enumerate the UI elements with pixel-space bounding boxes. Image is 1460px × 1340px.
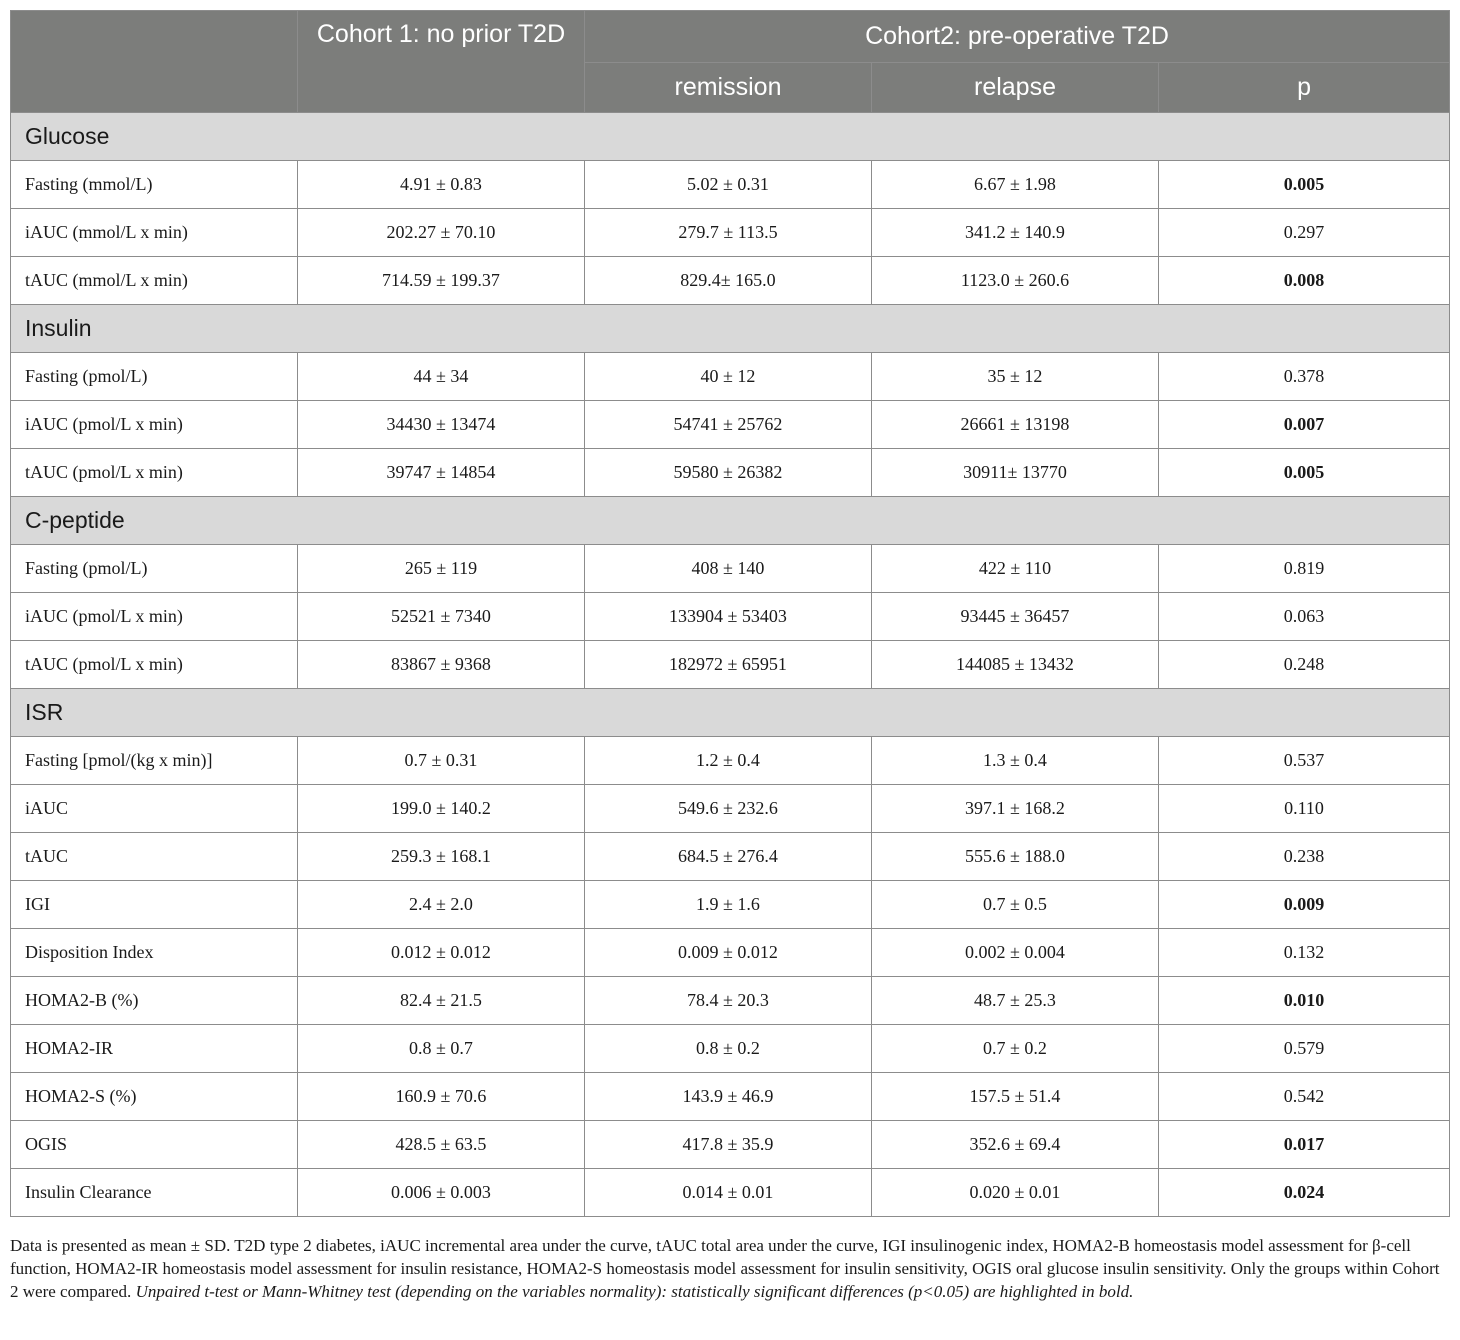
table-footnote	[10, 1234, 1450, 1303]
header-relapse: relapse	[872, 63, 1159, 113]
remission-value: 1.9 ± 1.6	[585, 881, 872, 929]
p-value: 0.063	[1159, 593, 1450, 641]
relapse-value: 30911± 13770	[872, 449, 1159, 497]
relapse-value: 422 ± 110	[872, 545, 1159, 593]
row-label: Fasting (pmol/L)	[11, 353, 298, 401]
relapse-value: 6.67 ± 1.98	[872, 161, 1159, 209]
section-row	[11, 497, 1450, 545]
remission-value: 279.7 ± 113.5	[585, 209, 872, 257]
relapse-value: 1.3 ± 0.4	[872, 737, 1159, 785]
row-label: HOMA2-IR	[11, 1025, 298, 1073]
remission-value: 829.4± 165.0	[585, 257, 872, 305]
p-value: 0.010	[1159, 977, 1450, 1025]
remission-value: 143.9 ± 46.9	[585, 1073, 872, 1121]
table-row	[11, 1169, 1450, 1217]
table-row	[11, 593, 1450, 641]
table-row	[11, 833, 1450, 881]
relapse-value: 0.7 ± 0.5	[872, 881, 1159, 929]
row-label: iAUC (pmol/L x min)	[11, 593, 298, 641]
row-label: Fasting (pmol/L)	[11, 545, 298, 593]
table-row	[11, 257, 1450, 305]
header-remission: remission	[585, 63, 872, 113]
p-value: 0.579	[1159, 1025, 1450, 1073]
header-p: p	[1159, 63, 1450, 113]
p-value: 0.005	[1159, 161, 1450, 209]
row-label: tAUC	[11, 833, 298, 881]
row-label: HOMA2-B (%)	[11, 977, 298, 1025]
p-value: 0.132	[1159, 929, 1450, 977]
remission-value: 0.009 ± 0.012	[585, 929, 872, 977]
remission-value: 0.8 ± 0.2	[585, 1025, 872, 1073]
cohort1-value: 52521 ± 7340	[298, 593, 585, 641]
p-value: 0.024	[1159, 1169, 1450, 1217]
p-value: 0.238	[1159, 833, 1450, 881]
p-value: 0.542	[1159, 1073, 1450, 1121]
row-label: tAUC (pmol/L x min)	[11, 449, 298, 497]
section-row	[11, 689, 1450, 737]
table-row	[11, 737, 1450, 785]
table-row	[11, 641, 1450, 689]
row-label: iAUC (pmol/L x min)	[11, 401, 298, 449]
table-row	[11, 545, 1450, 593]
remission-value: 684.5 ± 276.4	[585, 833, 872, 881]
footnote-italic-text: Unpaired t-test or Mann-Whitney test (depending on the variables normality): statistically significant differences (p<0.05) are highlighted in bold.	[135, 1282, 1134, 1301]
cohort1-value: 34430 ± 13474	[298, 401, 585, 449]
table-body	[11, 113, 1450, 1217]
relapse-value: 157.5 ± 51.4	[872, 1073, 1159, 1121]
cohort1-value: 0.7 ± 0.31	[298, 737, 585, 785]
table-row	[11, 785, 1450, 833]
cohort1-value: 0.006 ± 0.003	[298, 1169, 585, 1217]
section-row	[11, 113, 1450, 161]
row-label: IGI	[11, 881, 298, 929]
row-label: tAUC (mmol/L x min)	[11, 257, 298, 305]
cohort1-value: 259.3 ± 168.1	[298, 833, 585, 881]
header-cohort2: Cohort2: pre-operative T2D	[585, 11, 1450, 63]
relapse-value: 48.7 ± 25.3	[872, 977, 1159, 1025]
row-label: Fasting (mmol/L)	[11, 161, 298, 209]
table-row	[11, 1025, 1450, 1073]
results-table	[10, 10, 1450, 1217]
table-row	[11, 161, 1450, 209]
cohort1-value: 265 ± 119	[298, 545, 585, 593]
p-value: 0.009	[1159, 881, 1450, 929]
remission-value: 549.6 ± 232.6	[585, 785, 872, 833]
relapse-value: 397.1 ± 168.2	[872, 785, 1159, 833]
p-value: 0.017	[1159, 1121, 1450, 1169]
remission-value: 5.02 ± 0.31	[585, 161, 872, 209]
footnote-text: Data is presented as mean ± SD. T2D type 2 diabetes, iAUC incremental area under the curve, tAUC total area under the curve, IGI insulinogenic index, HOMA2-B homeostasis model assessment for β-cell function, HOMA2-IR homeostasis model assessment for insulin resistance, HOMA2-S homeostasis model assessment for insulin sensitivity, OGIS oral glucose insulin sensitivity. Only the groups within Cohort 2 were compared.	[10, 1236, 1440, 1301]
remission-value: 182972 ± 65951	[585, 641, 872, 689]
section-title: Glucose	[11, 113, 1450, 161]
relapse-value: 555.6 ± 188.0	[872, 833, 1159, 881]
p-value: 0.007	[1159, 401, 1450, 449]
relapse-value: 35 ± 12	[872, 353, 1159, 401]
table-row	[11, 401, 1450, 449]
row-label: OGIS	[11, 1121, 298, 1169]
row-label: Fasting [pmol/(kg x min)]	[11, 737, 298, 785]
relapse-value: 144085 ± 13432	[872, 641, 1159, 689]
cohort1-value: 0.8 ± 0.7	[298, 1025, 585, 1073]
section-title: Insulin	[11, 305, 1450, 353]
remission-value: 78.4 ± 20.3	[585, 977, 872, 1025]
cohort1-value: 2.4 ± 2.0	[298, 881, 585, 929]
table-row	[11, 353, 1450, 401]
remission-value: 59580 ± 26382	[585, 449, 872, 497]
p-value: 0.248	[1159, 641, 1450, 689]
cohort1-value: 714.59 ± 199.37	[298, 257, 585, 305]
p-value: 0.378	[1159, 353, 1450, 401]
table-header	[11, 11, 1450, 113]
remission-value: 408 ± 140	[585, 545, 872, 593]
row-label: HOMA2-S (%)	[11, 1073, 298, 1121]
relapse-value: 352.6 ± 69.4	[872, 1121, 1159, 1169]
remission-value: 0.014 ± 0.01	[585, 1169, 872, 1217]
p-value: 0.005	[1159, 449, 1450, 497]
table-row	[11, 1121, 1450, 1169]
table-row	[11, 209, 1450, 257]
remission-value: 40 ± 12	[585, 353, 872, 401]
table-row	[11, 1073, 1450, 1121]
cohort1-value: 44 ± 34	[298, 353, 585, 401]
row-label: Insulin Clearance	[11, 1169, 298, 1217]
table-row	[11, 977, 1450, 1025]
relapse-value: 0.002 ± 0.004	[872, 929, 1159, 977]
section-row	[11, 305, 1450, 353]
remission-value: 54741 ± 25762	[585, 401, 872, 449]
header-stub	[11, 11, 298, 113]
p-value: 0.008	[1159, 257, 1450, 305]
cohort1-value: 39747 ± 14854	[298, 449, 585, 497]
cohort1-value: 428.5 ± 63.5	[298, 1121, 585, 1169]
relapse-value: 1123.0 ± 260.6	[872, 257, 1159, 305]
cohort1-value: 83867 ± 9368	[298, 641, 585, 689]
cohort1-value: 4.91 ± 0.83	[298, 161, 585, 209]
cohort1-value: 0.012 ± 0.012	[298, 929, 585, 977]
row-label: Disposition Index	[11, 929, 298, 977]
cohort1-value: 199.0 ± 140.2	[298, 785, 585, 833]
p-value: 0.819	[1159, 545, 1450, 593]
header-cohort1: Cohort 1: no prior T2D	[298, 11, 585, 113]
results-table-container	[10, 10, 1449, 1217]
p-value: 0.110	[1159, 785, 1450, 833]
table-row	[11, 449, 1450, 497]
relapse-value: 26661 ± 13198	[872, 401, 1159, 449]
relapse-value: 93445 ± 36457	[872, 593, 1159, 641]
row-label: tAUC (pmol/L x min)	[11, 641, 298, 689]
section-title: C-peptide	[11, 497, 1450, 545]
section-title: ISR	[11, 689, 1450, 737]
cohort1-value: 202.27 ± 70.10	[298, 209, 585, 257]
p-value: 0.537	[1159, 737, 1450, 785]
remission-value: 133904 ± 53403	[585, 593, 872, 641]
remission-value: 1.2 ± 0.4	[585, 737, 872, 785]
relapse-value: 341.2 ± 140.9	[872, 209, 1159, 257]
p-value: 0.297	[1159, 209, 1450, 257]
remission-value: 417.8 ± 35.9	[585, 1121, 872, 1169]
table-row	[11, 881, 1450, 929]
cohort1-value: 160.9 ± 70.6	[298, 1073, 585, 1121]
row-label: iAUC	[11, 785, 298, 833]
relapse-value: 0.020 ± 0.01	[872, 1169, 1159, 1217]
row-label: iAUC (mmol/L x min)	[11, 209, 298, 257]
table-row	[11, 929, 1450, 977]
cohort1-value: 82.4 ± 21.5	[298, 977, 585, 1025]
relapse-value: 0.7 ± 0.2	[872, 1025, 1159, 1073]
